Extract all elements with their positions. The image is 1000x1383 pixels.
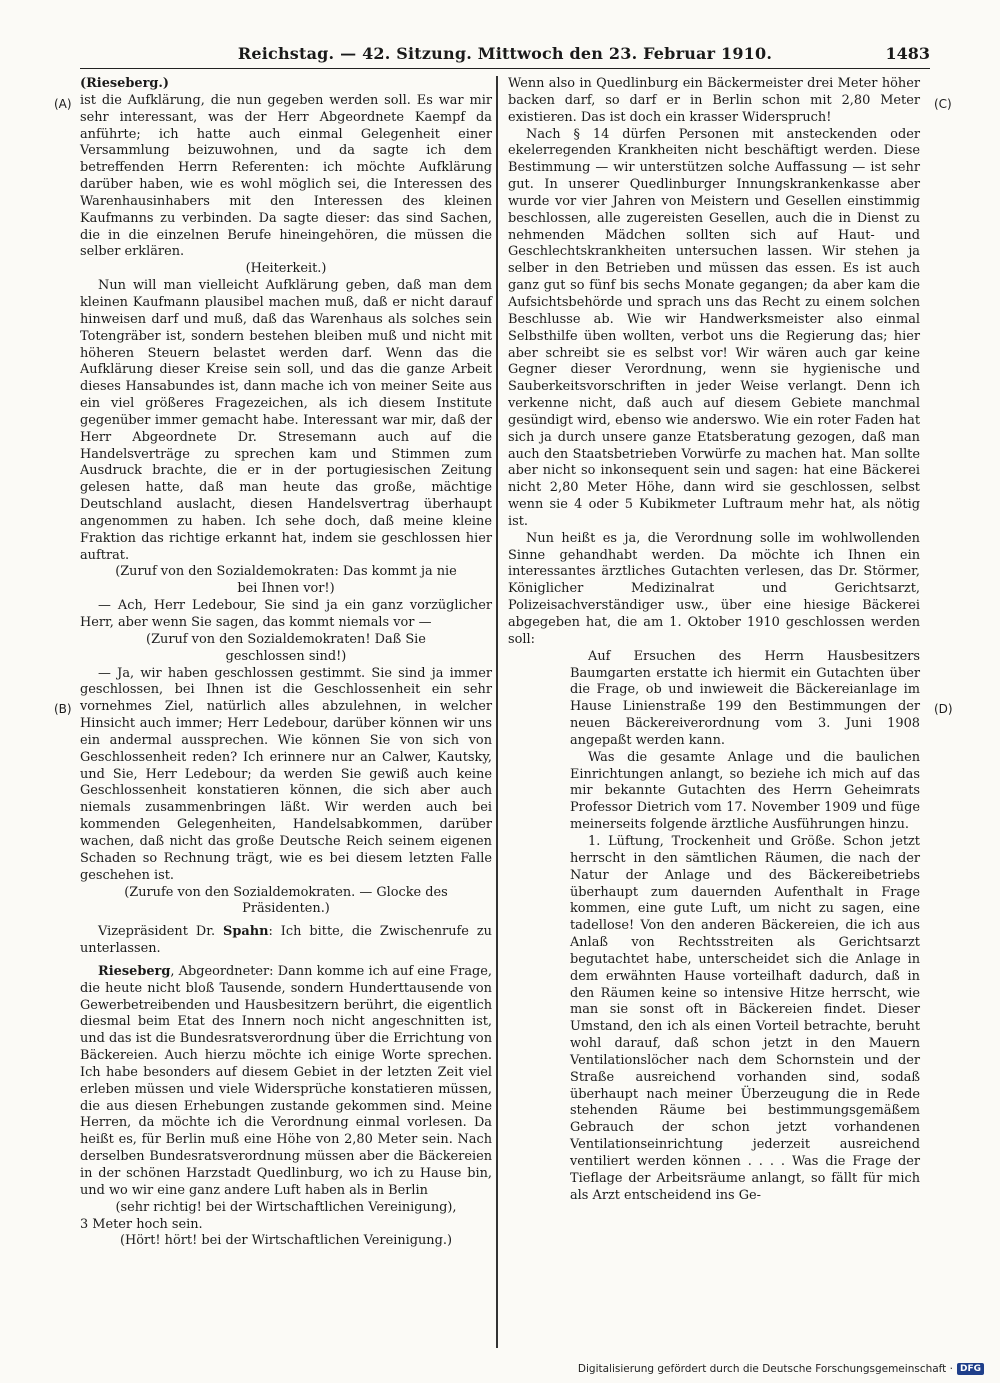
speaker-name: Rieseberg: [98, 963, 171, 979]
paragraph: ist die Aufklärung, die nun gegeben werden soll. Es war mir sehr interessant, was der Herr Abgeordnete Kaempf da anführte; ich hatte auch einmal Gelegenheit einer Versammlung beizuwohnen, und da sagte ich dem betreffenden Herrn Referenten: ich möchte Aufklärung darüber haben, wie es wohl möglich sei, die Interessen des Warenhausinhabers mit den Interessen des kleinen Kaufmanns zu verbinden. Da sagte dieser: das sind Sachen, die in die einzelnen Berufe hineingehören, die müssen die selber erklären.: [80, 92, 492, 260]
interjection: (Hört! hört! bei der Wirtschaftlichen Vereinigung.): [120, 1233, 452, 1249]
interjection: (sehr richtig! bei der Wirtschaftlichen Vereinigung),: [115, 1199, 457, 1215]
vp-text: : Ich bitte, die Zwischenrufe zu unterlassen.: [80, 924, 492, 957]
paragraph: Nach § 14 dürfen Personen mit ansteckenden oder ekelerregenden Krankheiten nicht beschäftigt werden. Diese Bestimmung — wir unterstützen solche Auffassung — ist sehr gut. In unserer Quedlinburger Innungskrankenkasse aber wurde vor vier Jahren von Meistern und Gesellen einstimmig beschlossen, alle zugereisten Gesellen, auch die in Dienst zu nehmenden Mädchen sollten sich auf Haut- und Geschlechtskrankheiten untersuchen lassen. Wir stehen ja selber in den Betrieben und müssen das essen. Es ist auch ganz gut so fünf bis sechs Monate gegangen; da aber kam die Aufsichtsbehörde und sprach uns das Recht zu einem solchen Beschlusse ab. Wie wir Handwerksmeister also einmal Selbsthilfe üben wollten, verbot uns die Regierung das; hier aber schreibt sie es selbst vor! Wir wären auch gar keine Gegner dieser Verordnung, wenn sie hygienische und Sauberkeitsvorschriften in jeder Weise verlangt. Denn ich verkenne nicht, daß auch auf diesem Gebiete manchmal gesündigt wird, ebenso wie anderswo. Wie ein roter Faden hat sich ja durch unsere ganze Etatsberatung gezogen, daß man auch den Staatsbetrieben Vorwürfe zu machen hat. Man sollte aber nicht so inkonsequent sein und sagen: hat eine Bäckerei nicht 2,80 Meter Höhe, dann wird sie geschlossen, selbst wenn sie 4 oder 5 Kubikmeter Luftraum mehr hat, als nötig ist.: [508, 126, 920, 529]
margin-marker-b: (B): [54, 702, 72, 716]
margin-marker-c: (C): [934, 97, 952, 111]
quoted-report: Was die gesamte Anlage und die baulichen Einrichtungen anlangt, so beziehe ich mich auf das mir bekannte Gutachten des Herrn Geheimrats Professor Dietrich vom 17. November 1909 und füge meinerseits folgende ärztliche Ausführungen hinzu.: [570, 749, 920, 833]
column-divider: [496, 76, 498, 1348]
page-header: [80, 44, 930, 69]
running-head: Reichstag. — 42. Sitzung. Mittwoch den 23. Februar 1910.: [237, 44, 773, 63]
speaker-tag: (Rieseberg.): [80, 76, 169, 91]
vp-name: Spahn: [223, 924, 269, 940]
vp-label: Vizepräsident Dr.: [98, 924, 216, 940]
interjection: (Heiterkeit.): [245, 261, 327, 277]
page-number: 1483: [885, 44, 930, 63]
paragraph: Wenn also in Quedlinburg ein Bäckermeister drei Meter höher backen darf, so darf er in Berlin schon mit 2,80 Meter existieren. Das ist doch ein krasser Widerspruch!: [508, 76, 920, 125]
paragraph: Nun will man vielleicht Aufklärung geben, daß man dem kleinen Kaufmann plausibel machen muß, daß er nicht darauf hinweisen darf und muß, daß das Warenhaus als solches sein Totengräber ist, sondern bestehen bleiben muß und nicht mit höheren Steuern belastet werden darf. Wenn das die Aufklärung dieser Kreise sein soll, und das die ganze Arbeit dieses Hansabundes ist, dann mache ich von meiner Seite aus ein viel größeres Fragezeichen, als ich diesem Institute gegenüber immer gemacht habe. Interessant war mir, daß der Herr Abgeordnete Dr. Stresemann auch auf die Handelsverträge zu sprechen kam und Stimmen zum Ausdruck brachte, die er in der portugiesischen Zeitung gelesen hatte, daß man heute das große, mächtige Deutschland auslacht, diesen Handelsvertrag überhaupt angenommen zu haben. Ich sehe doch, daß meine kleine Fraktion das richtige erkannt hat, indem sie geschlossen hier auftrat.: [80, 278, 492, 563]
paragraph: — Ach, Herr Ledebour, Sie sind ja ein ganz vorzüglicher Herr, aber wenn Sie sagen, das kommt niemals vor —: [80, 598, 492, 630]
interjection: (Zurufe von den Sozialdemokraten. — Glocke des Präsidenten.): [124, 884, 448, 917]
paragraph: — Ja, wir haben geschlossen gestimmt. Sie sind ja immer geschlossen, bei Ihnen ist die Geschlossenheit ein sehr vornehmes Ziel, natürlich alles abzulehnen, in welcher Hinsicht auch immer; Herr Ledebour, darüber können wir uns ein andermal aussprechen. Wie können Sie von sich von Geschlossenheit reden? Ich erinnere nur an Calwer, Kautsky, und Sie, Herr Ledebour; da werden Sie gewiß auch keine Geschlossenheit konstatieren können, die sich aber auch niemals zusammenbringen läßt. Wir werden auch bei kommenden Gelegenheiten, Handelsabkommen, darüber wachen, daß nicht das große Deutsche Reich seinem eigenen Schaden so Rechnung trägt, wie es bei diesem letzten Falle geschehen ist.: [80, 665, 492, 883]
speech-paragraph: [80, 964, 492, 1200]
interjection: (Zuruf von den Sozialdemokraten! Daß Sie geschlossen sind!): [146, 631, 426, 664]
paragraph: Nun heißt es ja, die Verordnung solle im wohlwollenden Sinne gehandhabt werden. Da möchte ich Ihnen ein interessantes ärztliches Gutachten verlesen, das Dr. Störmer, Königlicher Medizinalrat und Gerichtsarzt, Polizeisachverständiger usw., über eine hiesige Bäckerei abgegeben hat, die am 1. Oktober 1910 geschlossen werden soll:: [508, 530, 920, 647]
vice-president-remark: [80, 924, 492, 958]
credit-text: Digitalisierung gefördert durch die Deutsche Forschungsgemeinschaft ·: [577, 1363, 953, 1375]
dfg-logo: DFG: [957, 1363, 984, 1375]
digitization-credit: [578, 1363, 984, 1375]
margin-marker-a: (A): [54, 97, 72, 111]
quoted-report: 1. Lüftung, Trockenheit und Größe. Schon jetzt herrscht in den sämtlichen Räumen, die nach der Natur der Anlage und des Bäckereibetriebs überhaupt zum dauernden Aufenthalt in Frage kommen, eine gute Luft, um nicht zu sagen, eine tadellose! Von den anderen Bäckereien, die ich aus Anlaß von Rechtsstreiten als Gerichtsarzt begutachtet habe, unterscheidet sich die Anlage in dem erwähnten Hause vorteilhaft dadurch, daß in den Räumen keine so intensive Hitze herrscht, wie man sie sonst oft in Bäckereien findet. Dieser Umstand, den ich als einen Vorteil betrachte, beruht wohl darauf, daß schon jetzt in den Mauern Ventilationslöcher nach dem Schornstein und der Straße ausreichend vorhanden sind, sodaß überhaupt nach meiner Überzeugung die in Rede stehenden Räume bei bestimmungsgemäßem Gebrauch der schon jetzt vorhandenen Ventilationseinrichtung jederzeit ausreichend ventiliert werden können . . . . Was die Frage der Tieflage der Arbeitsräume anlangt, so fällt für mich als Arzt entscheidend ins Ge-: [570, 833, 920, 1203]
interjection: (Zuruf von den Sozialdemokraten: Das kommt ja nie bei Ihnen vor!): [115, 564, 457, 597]
speech-text: , Abgeordneter: Dann komme ich auf eine Frage, die heute nicht bloß Tausende, sondern Hunderttausende von Gewerbetreibenden und Hausbesitzern berührt, die eigentlich diesmal beim Etat des Innern noch nicht angeschnitten ist, und das ist die Bundesratsverordnung über die Errichtung von Bäckereien. Auch hierzu möchte ich einige Worte sprechen. Ich habe besonders auf diesem Gebiet in der letzten Zeit viel erleben müssen und viele Widersprüche konstatieren müssen, die aus diesen Erhebungen zustande gekommen sind. Meine Herren, da möchte ich die Verordnung einmal vorlesen. Da heißt es, für Berlin muß eine Höhe von 2,80 Meter sein. Nach derselben Bundesratsverordnung müssen aber die Bäckereien in der schönen Harzstadt Quedlinburg, wo ich zu Hause bin, und wo wir eine ganz andere Luft haben als in Berlin: [80, 963, 492, 1198]
margin-marker-d: (D): [934, 702, 953, 716]
right-column: [508, 76, 920, 1205]
paragraph: 3 Meter hoch sein.: [80, 1216, 203, 1232]
left-column: [80, 76, 492, 1250]
quoted-report: Auf Ersuchen des Herrn Hausbesitzers Baumgarten erstatte ich hiermit ein Gutachten über die Frage, ob und inwieweit die Bäckereianlage im Hause Linienstraße 199 den Bestimmungen der neuen Bäckereiverordnung vom 3. Juni 1908 angepaßt werden kann.: [570, 648, 920, 748]
